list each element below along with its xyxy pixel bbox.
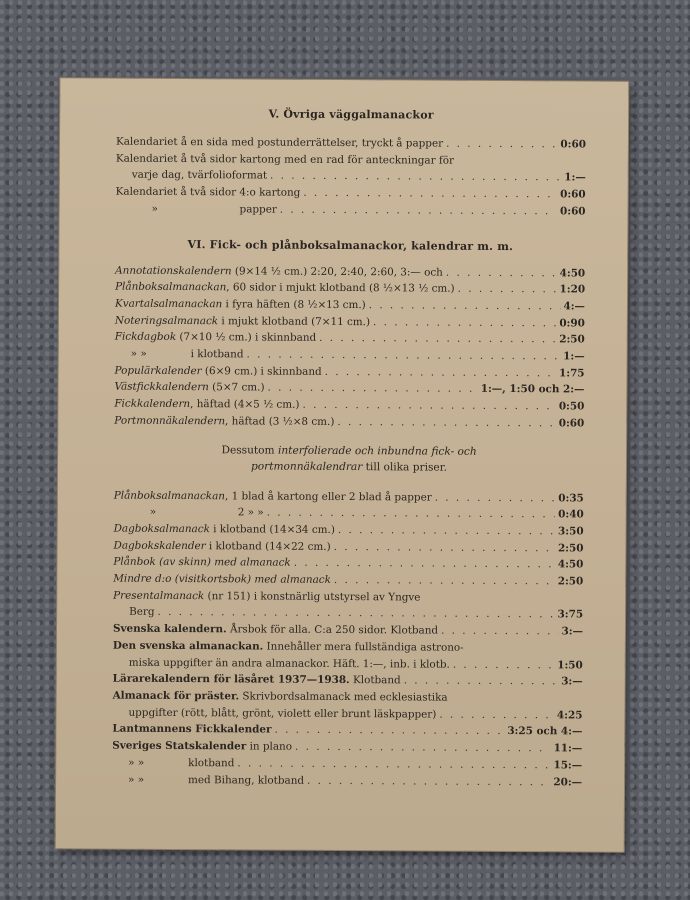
list-item: Plånboksalmanackan, 1 blad å kartong eller 2 blad å papper . . . 0:35: [114, 487, 584, 507]
list-item: Populärkalender (6×9 cm.) i skinnband . . . 1:75: [115, 362, 585, 382]
list-item: uppgifter (rött, blått, grönt, violett eller brunt läskpapper) . . . 4:25: [112, 704, 582, 724]
list-item: Lantmannens Fickkalender . . . 3:25 och 4:—: [112, 721, 582, 741]
list-item: Kalendariet å en sida med postunderrättelser, tryckt å papper . . . 0:60: [116, 134, 586, 154]
list-item: Lärarekalendern för läsåret 1937—1938. Klotband . . . 3:—: [113, 671, 583, 691]
list-item: Kalendariet å två sidor 4:o kartong . . . 0:60: [116, 184, 586, 204]
list-item: Almanack för präster. Skrivbordsalmanack med ecklesiastika: [112, 689, 448, 704]
list-item: Kalendariet å två sidor kartong med en rad för anteckningar för: [115, 152, 455, 167]
list-item: Den svenska almanackan. Innehåller mera fullständiga astrono-: [112, 639, 464, 654]
list-item: » 2 » » . . . 0:40: [114, 504, 584, 524]
list-item: Dagbokskalender i klotband (14×22 cm.) . . . 2:50: [113, 537, 583, 557]
list-item: Kvartalsalmanackan i fyra häften (8 ½×13 cm.) . . . 4:—: [115, 296, 585, 316]
list-item: Svenska kalendern. Årsbok för alla. C:a 250 sidor. Klotband . . . 3:—: [113, 621, 583, 641]
list-item: Sveriges Statskalender in plano . . . 11:—: [112, 738, 582, 758]
list-item: Berg . . . 3:75: [113, 604, 583, 624]
section-heading-v: V. Övriga väggalmanackor: [268, 107, 434, 122]
list-item: » » klotband . . . 15:—: [112, 754, 582, 774]
list-item: Annotationskalendern (9×14 ½ cm.) 2:20, 2:40, 2:60, 3:— och . . . 4:50: [115, 262, 585, 282]
list-item: Portmonnäkalendern, häftad (3 ½×8 cm.) . . . 0:60: [114, 412, 584, 432]
list-item: varje dag, tvärfolioformat . . . 1:—: [116, 167, 586, 187]
list-item: Dagboksalmanack i klotband (14×34 cm.) . . . 3:50: [114, 521, 584, 541]
list-item: » papper . . . 0:60: [116, 200, 586, 220]
catalog-page: [56, 78, 629, 851]
list-item: Fickdagbok (7×10 ½ cm.) i skinnband . . . 2:50: [115, 329, 585, 349]
list-item: » » i klotband . . . 1:—: [115, 346, 585, 366]
list-item: Plånboksalmanackan, 60 sidor i mjukt klotband (8 ½×13 ½ cm.) . . . 1:20: [115, 279, 585, 299]
list-item: Plånbok (av skinn) med almanack . . . 4:50: [113, 554, 583, 574]
section-heading-vi: VI. Fick- och plånboksalmanackor, kalendrar m. m.: [187, 237, 514, 253]
list-item: Presentalmanack (nr 151) i konstnärlig utstyrsel av Yngve: [113, 589, 421, 604]
list-item: Fickkalendern, häftad (4×5 ½ cm.) . . . 0:50: [114, 396, 584, 416]
list-item: miska uppgifter än andra almanackor. Häft. 1:—, inb. i klotb. . . . 1:50: [113, 654, 583, 674]
list-item: Västfickkalendern (5×7 cm.) . . . 1:—, 1:50 och 2:—: [114, 379, 584, 399]
list-item: Noteringsalmanack i mjukt klotband (7×11 cm.) . . . 0:90: [115, 312, 585, 332]
list-item: Mindre d:o (visitkortsbok) med almanack . . . 2:50: [113, 571, 583, 591]
list-item: » » med Bihang, klotband . . . 20:—: [112, 771, 582, 791]
note-paragraph: Dessutom interfolierade och inbundna fick- och portmonnäkalendrar till olika priser.: [221, 443, 477, 474]
